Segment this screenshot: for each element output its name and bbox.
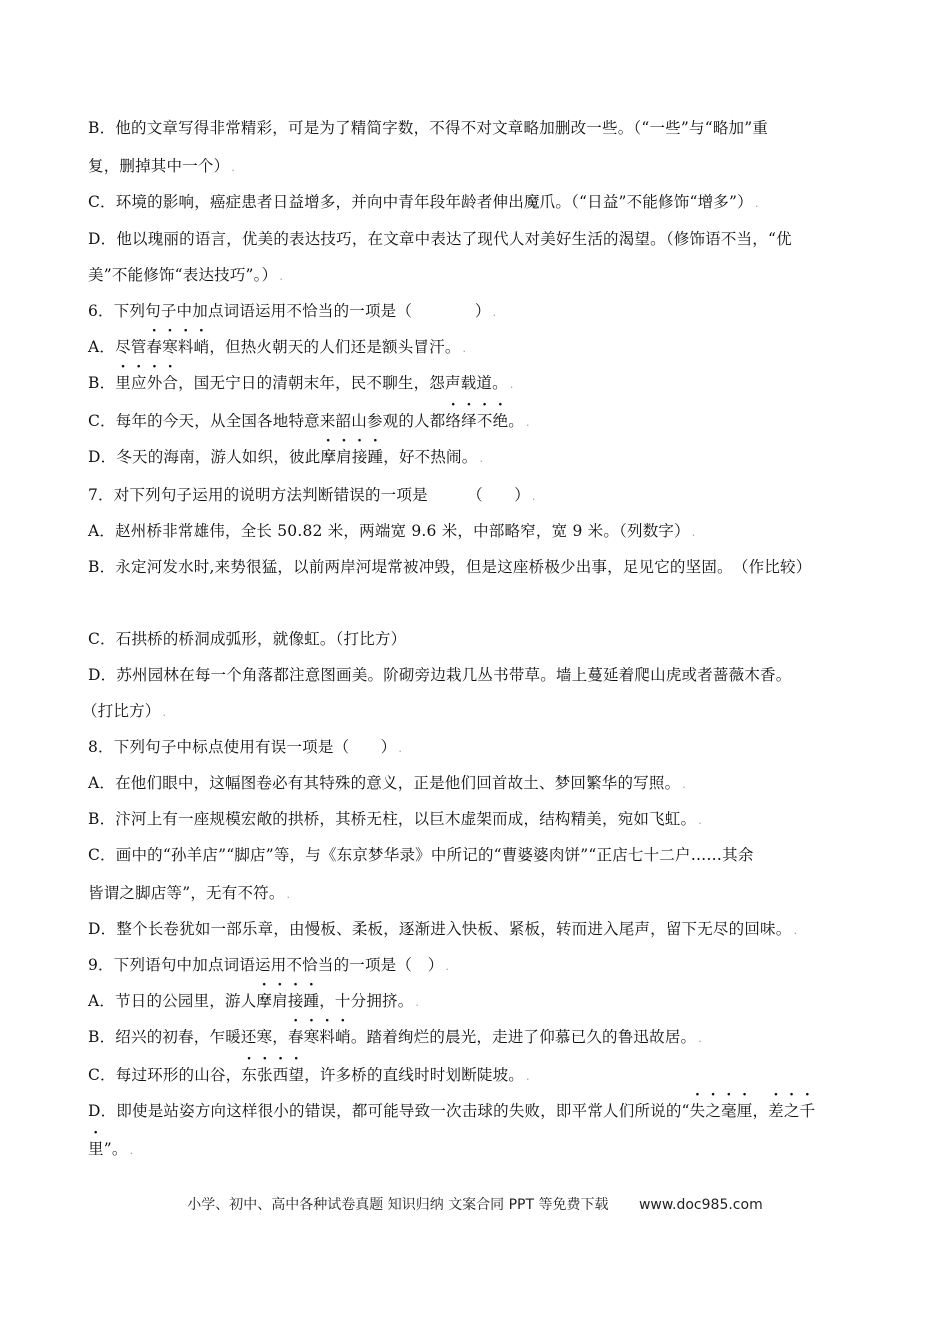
emphasized-term: [768, 1102, 815, 1120]
line-text: A．在他们眼中，这幅图卷必有其特殊的意义，正是他们回首故土、梦回繁华的写照。: [88, 774, 681, 792]
line-text: B．他的文章写得非常精彩，可是为了精简字数，不得不对文章略加删改一些。（“一些”与“略加”重: [88, 119, 769, 137]
emphasis-dot-char: 东: [241, 1066, 258, 1084]
text-line: [88, 665, 864, 685]
text-line: [88, 373, 864, 395]
text-line: [88, 229, 864, 249]
text-line: [88, 156, 864, 178]
paragraph-mark-icon: .: [286, 888, 291, 901]
line-text: C．画中的“孙羊店”“脚店”等，与《东京梦华录》中所记的“曹婆婆肉饼”“正店七十二户……其余: [88, 846, 754, 864]
paragraph-mark-icon: .: [754, 197, 759, 210]
emphasis-dot-char: 应: [131, 374, 147, 392]
text-line: [88, 1139, 864, 1161]
paragraph-mark-icon: .: [698, 814, 702, 827]
text-line: [88, 265, 864, 287]
emphasis-dot-char: 毫: [721, 1102, 737, 1120]
emphasis-dot-char: 肩: [272, 992, 288, 1010]
text-line: [88, 521, 864, 543]
emphasis-dot-char: 绎: [461, 412, 477, 430]
text-line: [88, 773, 864, 795]
paragraph-mark-icon: .: [279, 270, 284, 283]
text-line: [88, 337, 864, 359]
text-line: [88, 118, 864, 138]
text-line: [88, 883, 864, 905]
text-line: [88, 1027, 864, 1049]
emphasis-dot-char: 料: [319, 1028, 336, 1046]
paragraph-mark-icon: .: [162, 706, 167, 719]
paragraph-mark-icon: .: [231, 161, 236, 174]
emphasized-term: [256, 992, 319, 1010]
emphasis-dot-char: 接: [287, 992, 304, 1010]
emphasis-dot-char: 春: [146, 338, 163, 356]
paragraph-mark-icon: .: [698, 1032, 702, 1045]
text-line: [88, 1065, 864, 1087]
line-text: （打比方）: [82, 702, 161, 720]
emphasis-dot-char: 外: [146, 374, 163, 392]
emphasized-term: [115, 374, 178, 392]
paragraph-mark-icon: .: [129, 1144, 134, 1157]
text-line: [88, 919, 864, 941]
text-line: [88, 485, 864, 507]
emphasis-dot-char: 料: [177, 338, 194, 356]
line-text: ”。: [103, 1140, 128, 1158]
text-line: [88, 557, 864, 577]
paragraph-mark-icon: .: [691, 526, 696, 539]
paragraph-mark-icon: .: [479, 452, 484, 465]
line-text: A．节日的公园里，游人: [88, 992, 257, 1010]
paragraph-mark-icon: .: [509, 378, 514, 391]
emphasized-term: [445, 412, 508, 430]
paragraph-mark-icon: .: [525, 416, 530, 429]
emphasized-term: [147, 338, 210, 356]
text-line: [88, 411, 864, 433]
footer-text: 小学、初中、高中各种试卷真题 知识归纳 文案合同 PPT 等免费下载: [187, 1197, 609, 1213]
line-text: A．赵州桥非常雄伟，全长 50.82 米，两端宽 9.6 米，中部略窄，宽 9 米。（列数字）: [88, 522, 690, 540]
line-text: ，十分拥挤。: [319, 992, 414, 1010]
line-text: A．尽管: [88, 338, 147, 356]
emphasis-dot-char: 摩: [256, 992, 273, 1010]
emphasis-dot-char: 合: [162, 374, 179, 392]
emphasis-dot-char: 失: [689, 1102, 706, 1120]
emphasis-dot-char: 络: [445, 412, 462, 430]
emphasized-term: [320, 448, 383, 466]
emphasis-dot-char: 里: [115, 374, 131, 392]
text-line: [88, 809, 864, 831]
emphasis-dot-char: 接: [351, 448, 368, 466]
line-text: B．永定河发水时,来势很猛，以前两岸河堤常被冲毁，但是这座桥极少出事，足见它的坚固。 （作比较）: [88, 558, 812, 576]
line-text: C．环境的影响，癌症患者日益增多，并向中青年段年龄者伸出魔爪。（“日益”不能修饰“增多”）: [88, 193, 753, 211]
emphasis-dot-char: 不: [476, 412, 493, 430]
text-line: [88, 192, 864, 214]
emphasis-dot-char: 绝: [492, 412, 509, 430]
page-footer: [0, 1194, 950, 1214]
text-line: [88, 991, 864, 1013]
emphasis-dot-char: 里: [88, 1140, 104, 1158]
line-text: 美”不能修饰“表达技巧”。）: [88, 266, 278, 284]
paragraph-mark-icon: .: [793, 924, 798, 937]
emphasis-dot-char: 寒: [162, 338, 178, 356]
line-text: B．汴河上有一座规模宏敞的拱桥，其桥无柱，以巨木虚架而成，结构精美，宛如飞虹。: [88, 810, 697, 828]
text-line: [88, 629, 864, 649]
line-text: 。: [508, 412, 524, 430]
line-text: 6．下列句子中加点词语运用不恰当的一项是（ ）: [88, 302, 491, 320]
line-text: D．即使是站姿方向这样很小的错误，都可能导致一次击球的失败，即平常人们所说的“: [88, 1102, 690, 1120]
emphasis-dot-char: 踵: [367, 448, 384, 466]
paragraph-mark-icon: .: [526, 1070, 530, 1083]
line-text: 8．下列句子中标点使用有误一项是（ ）: [88, 738, 397, 756]
line-text: B．: [88, 374, 116, 392]
line-text: ，许多桥的直线时时划断陡坡。: [304, 1066, 524, 1084]
emphasis-dot-char: 寒: [303, 1028, 320, 1046]
emphasized-term: [241, 1066, 304, 1084]
text-line: [88, 955, 864, 977]
line-text: 9．下列语句中加点词语运用不恰当的一项是（ ）: [88, 956, 444, 974]
text-line: [88, 447, 864, 469]
line-text: 7．对下列句子运用的说明方法判断错误的一项是 （ ）: [88, 486, 530, 504]
line-text: 。踏着绚烂的晨光，走进了仰慕已久的鲁迅故居。: [350, 1028, 697, 1046]
emphasis-dot-char: 望: [288, 1066, 305, 1084]
line-text: B．绍兴的初春，乍暖还寒，: [88, 1028, 288, 1046]
emphasis-dot-char: 差: [768, 1102, 784, 1120]
paragraph-mark-icon: .: [492, 306, 497, 319]
line-text: C．每年的今天，从全国各地特意来韶山参观的人都: [88, 412, 446, 430]
emphasis-dot-char: 厘: [736, 1102, 753, 1120]
emphasis-dot-char: 峭: [335, 1028, 351, 1046]
emphasis-dot-char: 踵: [303, 992, 320, 1010]
line-text: C．每过环形的山谷，: [88, 1066, 242, 1084]
line-text: 复，删掉其中一个）: [88, 157, 230, 175]
text-line: [88, 737, 864, 759]
line-text: D．冬天的海南，游人如织，彼此: [88, 448, 321, 466]
emphasis-dot-char: 千: [799, 1102, 816, 1120]
line-text: D．苏州园林在每一个角落都注意图画美。阶砌旁边栽几丛书带草。墙上蔓延着爬山虎或者蔷薇木香。: [88, 666, 792, 684]
emphasized-term: [690, 1102, 753, 1120]
line-text: ，: [752, 1102, 769, 1120]
text-line: [88, 301, 864, 323]
emphasis-dot-char: 峭: [193, 338, 210, 356]
paragraph-mark-icon: .: [462, 342, 467, 355]
line-text: 皆谓之脚店等”，无有不符。: [88, 884, 285, 902]
paragraph-mark-icon: .: [531, 490, 536, 503]
emphasis-dot-char: 之: [705, 1102, 722, 1120]
line-text: C．石拱桥的桥洞成弧形，就像虹。（打比方）: [88, 630, 407, 648]
emphasis-dot-char: 西: [272, 1066, 289, 1084]
text-line: [88, 845, 864, 865]
emphasized-term: [88, 1140, 104, 1158]
line-text: ，好不热闹。: [383, 448, 478, 466]
emphasis-dot-char: 摩: [320, 448, 337, 466]
line-text: ，但热火朝天的人们还是额头冒汗。: [209, 338, 461, 356]
paragraph-mark-icon: .: [445, 960, 450, 973]
emphasis-dot-char: 肩: [336, 448, 352, 466]
emphasis-dot-char: 春: [288, 1028, 304, 1046]
footer-url[interactable]: www.doc985.com: [638, 1197, 763, 1213]
emphasized-term: [288, 1028, 351, 1046]
line-text: D．他以瑰丽的语言，优美的表达技巧，在文章中表达了现代人对美好生活的渴望。（修饰语不当，“优: [88, 230, 792, 248]
paragraph-mark-icon: .: [398, 742, 403, 755]
paragraph-mark-icon: .: [682, 778, 686, 791]
emphasis-dot-char: 之: [783, 1102, 800, 1120]
text-line: [88, 1101, 864, 1121]
line-text: D．整个长卷犹如一部乐章，由慢板、柔板，逐渐进入快板、紧板，转而进入尾声，留下无尽的回味。: [88, 920, 792, 938]
line-text: ，国无宁日的清朝末年，民不聊生，怨声载道。: [178, 374, 508, 392]
paragraph-mark-icon: .: [415, 996, 420, 1009]
emphasis-dot-char: 张: [257, 1066, 273, 1084]
text-line: [82, 701, 864, 723]
